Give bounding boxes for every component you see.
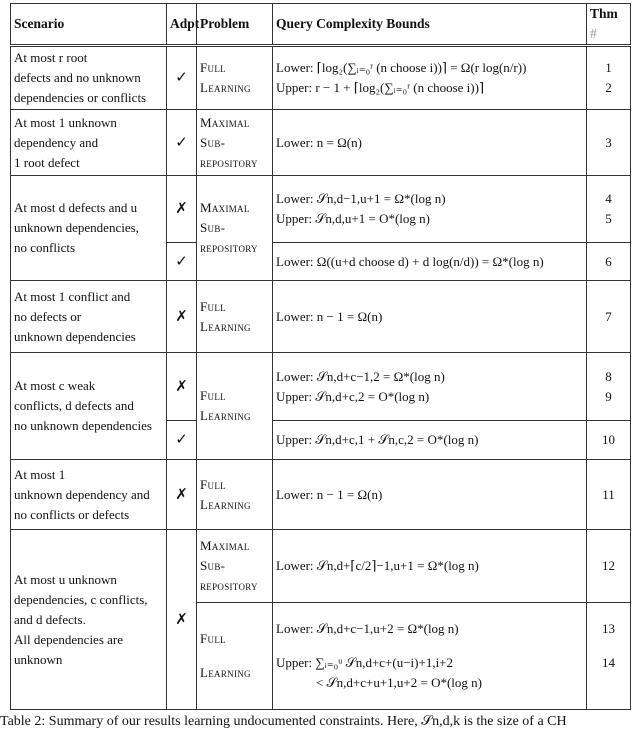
col-thm: Thm # xyxy=(587,4,631,46)
thm-cell: 7 xyxy=(587,281,631,353)
table-caption: Table 2: Summary of our results learning undocumented constraints. Here, 𝒮n,d,k is the size of a CH xyxy=(0,714,567,729)
check-icon: ✓ xyxy=(167,110,197,176)
problem-cell: Full Learning xyxy=(197,281,273,353)
col-problem: Problem xyxy=(197,4,273,46)
problem-cell: Maximal Sub- repository xyxy=(197,530,273,603)
cross-icon: ✗ xyxy=(167,353,197,421)
thm-cell: 1 2 xyxy=(587,46,631,110)
problem-cell: Full Learning xyxy=(197,460,273,530)
table-row xyxy=(11,281,631,353)
header-row xyxy=(11,4,631,46)
bounds-cell: Upper: 𝒮n,d+c,1 + 𝒮n,c,2 = O*(log n) xyxy=(273,421,587,460)
thm-cell: 4 5 xyxy=(587,176,631,243)
scenario-cell: At most d defects and u unknown dependencies, no conflicts xyxy=(11,176,167,281)
cross-icon: ✗ xyxy=(167,460,197,530)
table-row xyxy=(11,530,631,603)
table-row xyxy=(11,460,631,530)
bounds-cell: Lower: 𝒮n,d+c−1,u+2 = Ω*(log n) Upper: ∑ᵢ₌₀ᵘ 𝒮n,d+c+(u−i)+1,i+2 < 𝒮n,d+c+u+1,u+2 = O*(log n) xyxy=(273,603,587,710)
col-scenario: Scenario xyxy=(11,4,167,46)
results-table xyxy=(10,3,631,710)
thm-cell: 12 xyxy=(587,530,631,603)
scenario-cell: At most c weak conflicts, d defects and no unknown dependencies xyxy=(11,353,167,460)
bounds-cell: Lower: n − 1 = Ω(n) xyxy=(273,281,587,353)
check-icon: ✓ xyxy=(167,243,197,281)
bounds-cell: Lower: n − 1 = Ω(n) xyxy=(273,460,587,530)
thm-cell: 10 xyxy=(587,421,631,460)
table-row xyxy=(11,110,631,176)
bounds-cell: Lower: 𝒮n,d+⌈c/2⌉−1,u+1 = Ω*(log n) xyxy=(273,530,587,603)
bounds-cell: Lower: 𝒮n,d+c−1,2 = Ω*(log n) Upper: 𝒮n,d+c,2 = O*(log n) xyxy=(273,353,587,421)
scenario-cell: At most r root defects and no unknown dependencies or conflicts xyxy=(11,46,167,110)
cross-icon: ✗ xyxy=(167,530,197,710)
thm-cell: 11 xyxy=(587,460,631,530)
problem-cell: Maximal Sub- repository xyxy=(197,110,273,176)
problem-cell: Maximal Sub- repository xyxy=(197,176,273,281)
bounds-cell: Lower: Ω((u+d choose d) + d log(n/d)) = Ω*(log n) xyxy=(273,243,587,281)
check-icon: ✓ xyxy=(167,46,197,110)
check-icon: ✓ xyxy=(167,421,197,460)
problem-cell: Full Learning xyxy=(197,46,273,110)
thm-cell: 8 9 xyxy=(587,353,631,421)
scenario-cell: At most 1 conflict and no defects or unknown dependencies xyxy=(11,281,167,353)
thm-cell: 13 14 xyxy=(587,603,631,710)
problem-cell: Full Learning xyxy=(197,603,273,710)
cross-icon: ✗ xyxy=(167,281,197,353)
scenario-cell: At most 1 unknown dependency and 1 root defect xyxy=(11,110,167,176)
problem-cell: Full Learning xyxy=(197,353,273,460)
table-row xyxy=(11,353,631,421)
cross-icon: ✗ xyxy=(167,176,197,243)
bounds-cell: Lower: ⌈log₂(∑ᵢ₌₀ʳ (n choose i))⌉ = Ω(r log(n/r)) Upper: r − 1 + ⌈log₂(∑ᵢ₌₀ʳ (n choose i))⌉ xyxy=(273,46,587,110)
table-row xyxy=(11,176,631,243)
scenario-cell: At most u unknown dependencies, c conflicts, and d defects. All dependencies are unknown xyxy=(11,530,167,710)
scenario-cell: At most 1 unknown dependency and no conflicts or defects xyxy=(11,460,167,530)
table-row xyxy=(11,46,631,110)
col-adpt: Adpt xyxy=(167,4,197,46)
thm-cell: 3 xyxy=(587,110,631,176)
thm-cell: 6 xyxy=(587,243,631,281)
col-bounds: Query Complexity Bounds xyxy=(273,4,587,46)
bounds-cell: Lower: 𝒮n,d−1,u+1 = Ω*(log n) Upper: 𝒮n,d,u+1 = O*(log n) xyxy=(273,176,587,243)
bounds-cell: Lower: n = Ω(n) xyxy=(273,110,587,176)
